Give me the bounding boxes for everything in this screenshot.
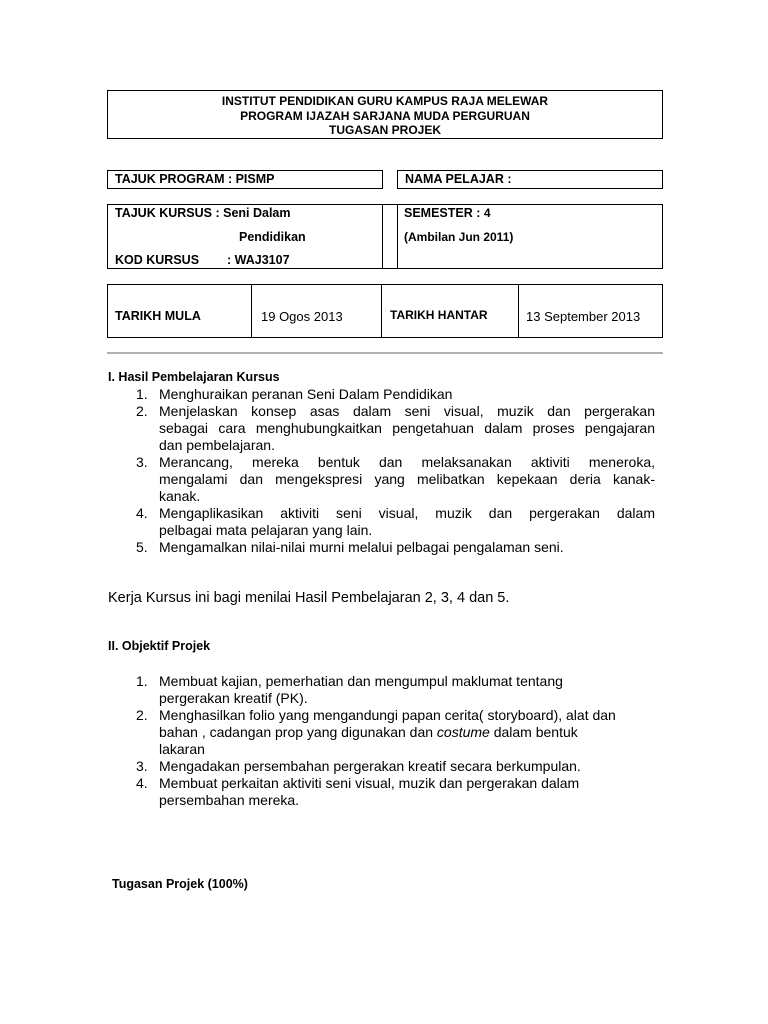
institute-name: INSTITUT PENDIDIKAN GURU KAMPUS RAJA MELEWAR bbox=[221, 94, 549, 108]
course-box-divider bbox=[382, 204, 383, 269]
course-code-label: KOD KURSUS bbox=[115, 253, 200, 267]
list-item: 4. Membuat perkaitan aktiviti seni visual, muzik dan pergerakan dalam persembahan mereka. bbox=[136, 775, 580, 808]
due-date-label: TARIKH HANTAR bbox=[390, 308, 488, 322]
dates-box bbox=[107, 284, 663, 338]
list-item: 1. Menghuraikan peranan Seni Dalam Pendidikan bbox=[136, 386, 453, 402]
section2-title: II. Objektif Projek bbox=[108, 639, 211, 653]
dates-divider-1 bbox=[251, 284, 252, 338]
course-box-divider-2 bbox=[397, 204, 398, 269]
section-divider bbox=[107, 352, 663, 354]
semester-label: SEMESTER : 4 bbox=[404, 206, 491, 220]
list-item: 1. Membuat kajian, pemerhatian dan mengumpul maklumat tentang pergerakan kreatif (PK). bbox=[136, 673, 563, 706]
objectives-list bbox=[108, 673, 668, 809]
program-label: TAJUK PROGRAM : PISMP bbox=[115, 172, 275, 186]
list-item: 3. Merancang, mereka bentuk dan melaksanakan aktiviti meneroka, mengalami dan mengekspresi yang melibatkan kepekaan deria kanak- kanak. bbox=[136, 454, 655, 504]
section1-title: I. Hasil Pembelajaran Kursus bbox=[108, 370, 280, 384]
list-item: 4. Mengaplikasikan aktiviti seni visual, muzik dan pergerakan dalam pelbagai mata pelajaran yang lain. bbox=[136, 505, 655, 538]
start-date-value: 19 Ogos 2013 bbox=[261, 309, 343, 324]
program-box bbox=[107, 170, 383, 189]
list-item: 2. Menghasilkan folio yang mengandungi papan cerita( storyboard), alat dan bahan , cadangan prop yang digunakan dan costume dalam bentuk lakaran bbox=[136, 707, 616, 757]
intake-label: (Ambilan Jun 2011) bbox=[404, 230, 514, 244]
project-task-title: Tugasan Projek (100%) bbox=[112, 877, 248, 891]
semester-value: 4 bbox=[483, 206, 491, 220]
dates-divider-3 bbox=[518, 284, 519, 338]
list-item: 2. Menjelaskan konsep asas dalam seni visual, muzik dan pergerakan sebagai cara menghubungkaitkan pengetahuan dalam proses pengajaran dan pembelajaran. bbox=[136, 403, 655, 453]
course-title-value-line2: Pendidikan bbox=[239, 230, 306, 244]
due-date-value: 13 September 2013 bbox=[526, 309, 641, 324]
course-title-label: TAJUK KURSUS : Seni Dalam bbox=[115, 206, 291, 220]
learning-outcomes-list bbox=[108, 386, 655, 556]
dates-divider-2 bbox=[381, 284, 382, 338]
assignment-type: TUGASAN PROJEK bbox=[328, 123, 441, 137]
list-item: 5. Mengamalkan nilai-nilai murni melalui pelbagai pengalaman seni. bbox=[136, 539, 564, 555]
student-name-label: NAMA PELAJAR : bbox=[405, 172, 512, 186]
course-info-box bbox=[107, 204, 663, 269]
assessment-note: Kerja Kursus ini bagi menilai Hasil Pembelajaran 2, 3, 4 dan 5. bbox=[108, 590, 510, 606]
document-header bbox=[107, 90, 663, 139]
program-name: PROGRAM IJAZAH SARJANA MUDA PERGURUAN bbox=[240, 108, 530, 123]
course-title-value: Seni Dalam bbox=[223, 206, 291, 220]
list-item: 3. Mengadakan persembahan pergerakan kreatif secara berkumpulan. bbox=[136, 758, 581, 774]
start-date-label: TARIKH MULA bbox=[115, 309, 201, 323]
student-name-box bbox=[397, 170, 663, 189]
course-code-value: : WAJ3107 bbox=[227, 253, 290, 267]
